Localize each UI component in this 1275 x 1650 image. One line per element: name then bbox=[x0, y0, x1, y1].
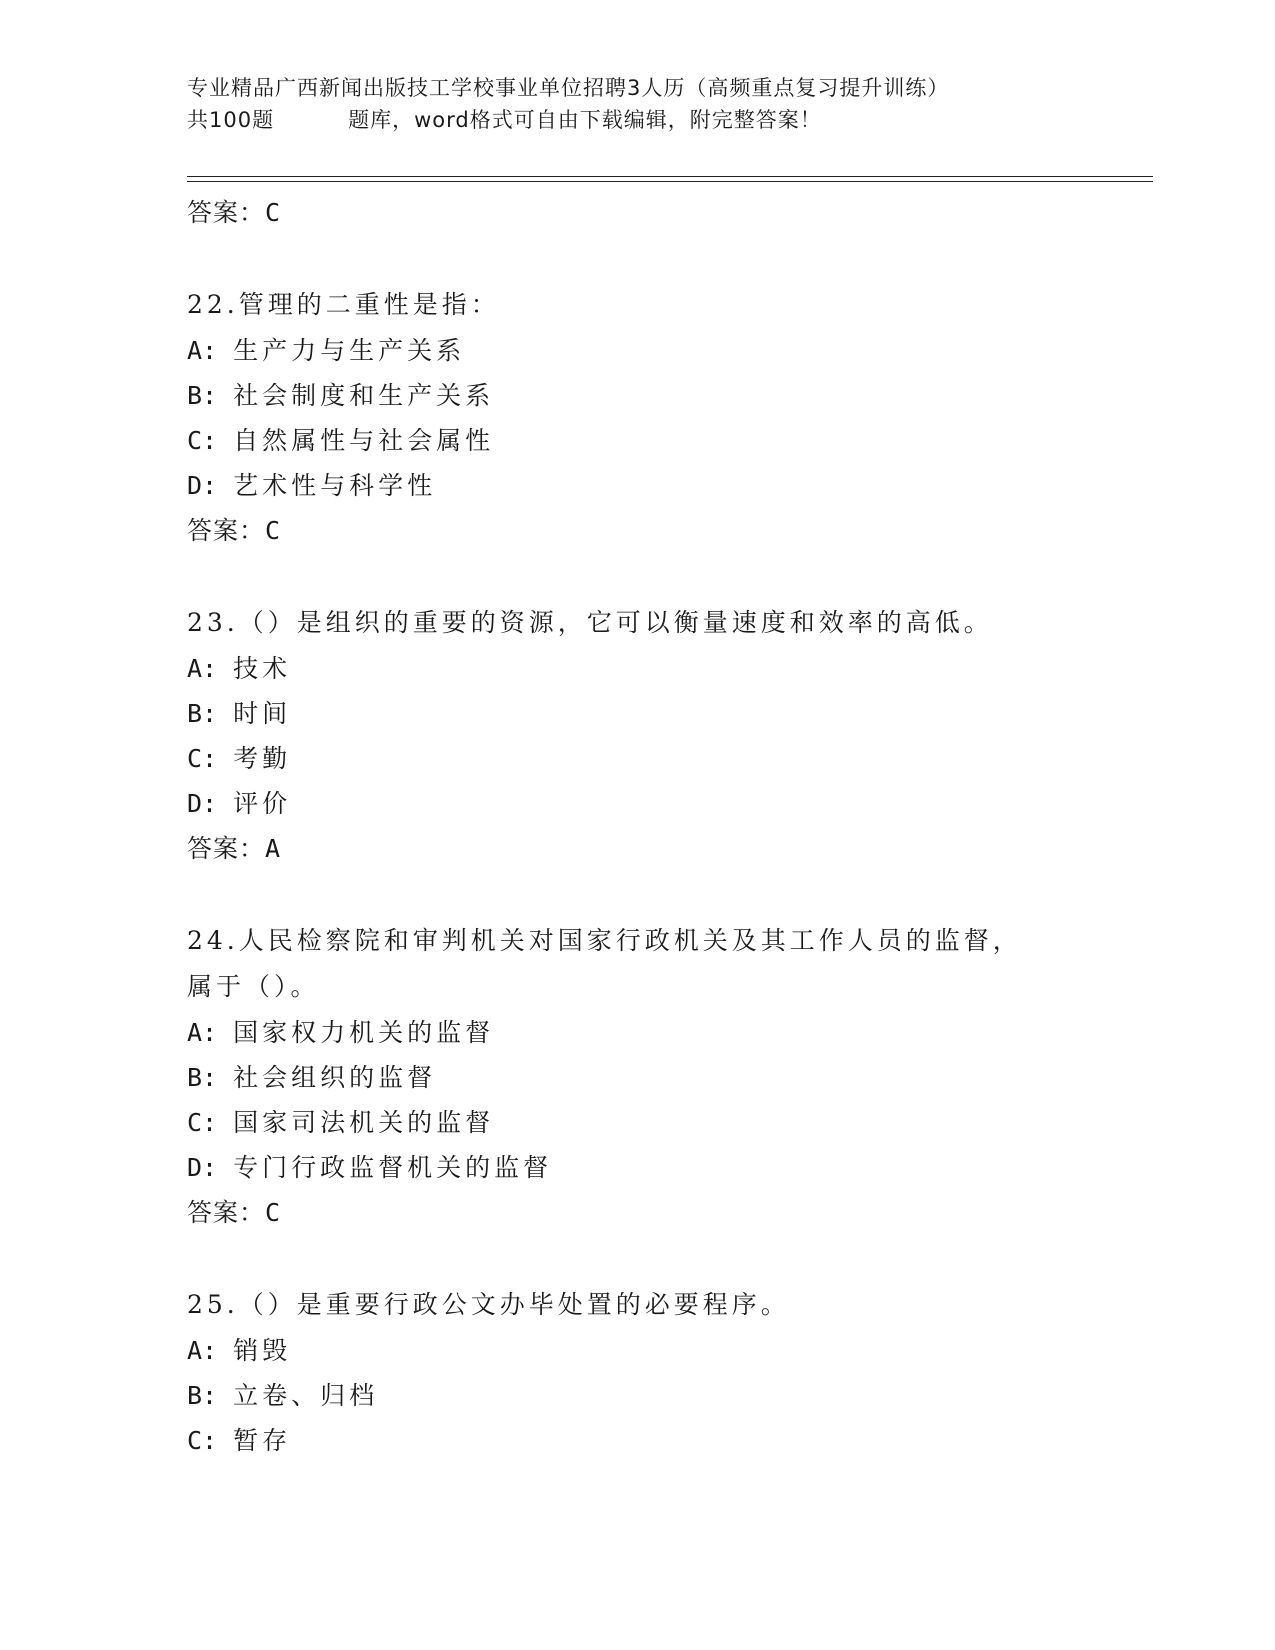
option-a bbox=[187, 1328, 1087, 1373]
option-b bbox=[187, 691, 1087, 736]
option-text: 生产力与生产关系 bbox=[233, 336, 466, 365]
option-text: 艺术性与科学性 bbox=[233, 471, 437, 500]
option-letter: D: bbox=[187, 789, 218, 818]
answer-label: 答案： bbox=[187, 1198, 266, 1227]
option-letter: C: bbox=[187, 426, 218, 455]
option-text: 评价 bbox=[233, 789, 292, 818]
option-letter: B: bbox=[187, 1381, 218, 1410]
option-text: 时间 bbox=[233, 699, 292, 728]
option-c bbox=[187, 418, 1087, 463]
option-text: 自然属性与社会属性 bbox=[233, 426, 495, 455]
option-d bbox=[187, 1145, 1087, 1190]
option-a bbox=[187, 328, 1087, 373]
option-a bbox=[187, 646, 1087, 691]
question-list bbox=[187, 190, 1087, 1463]
answer-label: 答案： bbox=[187, 516, 266, 545]
header-subtitle-line bbox=[187, 104, 1087, 136]
header-divider-bottom bbox=[187, 181, 1153, 182]
answer-line bbox=[187, 190, 1087, 236]
option-text: 销毁 bbox=[233, 1336, 292, 1365]
option-b bbox=[187, 1055, 1087, 1100]
option-text: 国家司法机关的监督 bbox=[233, 1108, 495, 1137]
option-letter: B: bbox=[187, 1063, 218, 1092]
option-letter: D: bbox=[187, 471, 218, 500]
question-22 bbox=[187, 282, 1087, 554]
document-header bbox=[187, 72, 1087, 136]
option-letter: A: bbox=[187, 1018, 218, 1047]
answer-value: C bbox=[265, 198, 282, 227]
header-description: 题库，word格式可自由下载编辑，附完整答案！ bbox=[348, 108, 822, 132]
option-b bbox=[187, 1373, 1087, 1418]
option-c bbox=[187, 736, 1087, 781]
option-b bbox=[187, 373, 1087, 418]
question-23 bbox=[187, 600, 1087, 872]
option-text: 社会组织的监督 bbox=[233, 1063, 437, 1092]
question-stem: 22.管理的二重性是指： bbox=[187, 290, 500, 319]
option-letter: C: bbox=[187, 1108, 218, 1137]
question-25 bbox=[187, 1282, 1087, 1463]
option-text: 暂存 bbox=[233, 1426, 292, 1455]
option-letter: C: bbox=[187, 744, 218, 773]
option-c bbox=[187, 1100, 1087, 1145]
option-letter: D: bbox=[187, 1153, 218, 1182]
header-title-line: 专业精品广西新闻出版技工学校事业单位招聘3人历（高频重点复习提升训练） bbox=[187, 76, 950, 100]
question-stem: 24.人民检察院和审判机关对国家行政机关及其工作人员的监督，属于（）。 bbox=[187, 926, 1022, 1001]
option-text: 考勤 bbox=[233, 744, 292, 773]
header-divider-top bbox=[187, 176, 1153, 177]
option-letter: A: bbox=[187, 1336, 218, 1365]
question-stem: 23.（）是组织的重要的资源，它可以衡量速度和效率的高低。 bbox=[187, 608, 993, 637]
option-c bbox=[187, 1418, 1087, 1463]
answer-label: 答案： bbox=[187, 198, 266, 227]
option-text: 技术 bbox=[233, 654, 292, 683]
option-d bbox=[187, 781, 1087, 826]
option-text: 立卷、归档 bbox=[233, 1381, 379, 1410]
answer-line bbox=[187, 826, 1087, 872]
option-letter: B: bbox=[187, 381, 218, 410]
answer-value: C bbox=[265, 516, 282, 545]
option-d bbox=[187, 463, 1087, 508]
option-a bbox=[187, 1010, 1087, 1055]
option-letter: C: bbox=[187, 1426, 218, 1455]
option-letter: A: bbox=[187, 336, 218, 365]
option-text: 专门行政监督机关的监督 bbox=[233, 1153, 553, 1182]
question-count: 共100题 bbox=[187, 108, 275, 132]
answer-line bbox=[187, 1190, 1087, 1236]
answer-value: C bbox=[265, 1198, 282, 1227]
answer-line bbox=[187, 508, 1087, 554]
answer-value: A bbox=[265, 834, 282, 863]
option-letter: B: bbox=[187, 699, 218, 728]
question-stem: 25.（）是重要行政公文办毕处置的必要程序。 bbox=[187, 1290, 790, 1319]
option-text: 国家权力机关的监督 bbox=[233, 1018, 495, 1047]
question-24 bbox=[187, 918, 1087, 1236]
answer-label: 答案： bbox=[187, 834, 266, 863]
option-letter: A: bbox=[187, 654, 218, 683]
option-text: 社会制度和生产关系 bbox=[233, 381, 495, 410]
